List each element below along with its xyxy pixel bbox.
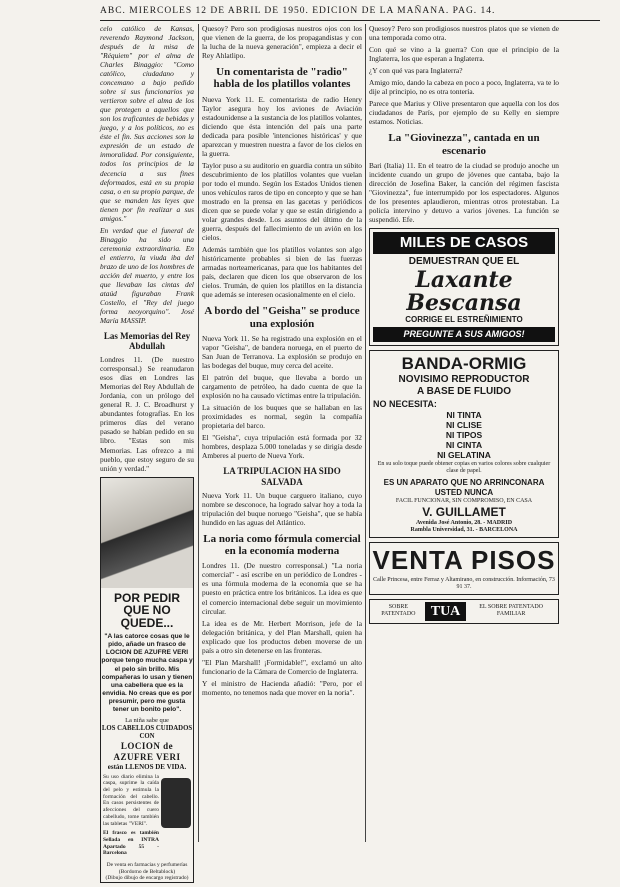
ad-banda-ormig	[369, 350, 559, 539]
column-3	[369, 24, 559, 628]
article-paragraph: Nueva York 11. E. comentarista de radio Henry Taylor asegura hoy los aviones de Aviación estadounidense a la sustancia de los platillos volantes, diciendo que ésta intención del país una parte dedicada para posible 'intenciones históricas' y que aparezcan y muestren nuestra a favor de los cielos en la guerra.	[202, 94, 362, 158]
article-paragraph: Quesoy? Pero son prodigiosos nuestros platos que se vienen de una temporada como otra.	[369, 24, 559, 43]
column-separator	[198, 24, 199, 842]
ad-list-item: NI CLISE	[446, 419, 482, 430]
article-paragraph: La situación de los buques que se hallaban en las proximidades es normal, según la compañía propietaria del barco.	[202, 403, 362, 431]
ad-venta-pisos	[369, 542, 559, 594]
ad-line: A BASE DE FLUIDO	[416, 386, 512, 398]
article-paragraph: Además también que los platillos volantes son algo históricamente probables si bien de las fuerzas armadas norteamericanas, para que los habitantes del país, declaren que dicen los que observaron de los cielos. Trumán, de quien los platillos en la distancia que además se interesen ocasionalmente en el cielo.	[202, 245, 362, 300]
article-paragraph: "El Plan Marshall! ¡Formidable!", exclamó un alto funcionario de la Cámara de Comercio de Inglaterra.	[202, 657, 362, 676]
column-1	[100, 24, 194, 887]
ad-headline: VENTA PISOS	[372, 545, 556, 576]
article-paragraph: Quesoy? Pero son prodigiosas nuestros ojos con los que vienen de la guerra, de los propagandistas y con la lucha de la nueva generación", empieza a decir el Rey Ahlatlipo.	[202, 24, 362, 61]
page-header: ABC. MIERCOLES 12 DE ABRIL DE 1950. EDICION DE LA MAÑANA. PAG. 14.	[100, 6, 496, 16]
article-paragraph: El "Geisha", cuya tripulación está formada por 32 hombres, desplaza 5.000 toneladas y se dirigía desde Amberes al puerto de Nueva York.	[202, 433, 362, 461]
ad-headline: BANDA-ORMIG	[401, 353, 527, 373]
article-paragraph: Londres 11. (De nuestro corresponsal.) Se reanudaron esos días en Londres las Memorias del Rey Abdullah de Jordania, con un prólogo del general R. J. C. Broadhurst y abundantes fotografías. En los primeros días del verano pasado se habían pedido en su libro. "Estas son mis Memorias. Las ofrezco a mi pueblo, que estoy seguro de su unión y verdad."	[100, 355, 194, 473]
ad-headline: POR PEDIR QUE NO QUEDE...	[113, 590, 180, 630]
article-paragraph: En verdad que el funeral de Binaggio ha sido una ceremonia extraordinaria. En el entierro, la viuda iba del brazo de uno de los hombres de acción del muerto, y entre los que llevaban las cintas del ataúd figuraban Frank Costello, el "Rey del juego forma neoyorquino". José María MASSIP.	[100, 225, 194, 325]
column-separator	[365, 24, 366, 842]
headline-tripulacion: LA TRIPULACION HA SIDO SALVADA	[223, 466, 341, 487]
ad-locion-veri	[100, 477, 194, 884]
ad-line: están LLENOS DE VIDA.	[107, 763, 187, 772]
headline-noria: La noria como fórmula comercial en la economía moderna	[203, 532, 361, 558]
ad-line: La niña sabe que	[125, 716, 169, 724]
ad-product-name: Bescansa	[406, 289, 522, 316]
article-paragraph: Y el ministro de Hacienda añadió: "Pero, por el momento, no tenemos nada que mover en la noria".	[202, 678, 362, 697]
ad-footer: (Dibujo dibujo de encargo registrado)	[105, 875, 189, 882]
ad-line: Avenida José Antonio, 28. - MADRID	[415, 519, 513, 526]
ad-quote: "A las catorce cosas que le pido, añade un frasco de LOCION DE AZUFRE VERI porque tengo mucha caspa y el pelo sin brillo. Mis compañeras lo usan y tienen una cabellera que es la envidia. No creas que es por presumir, pero me gusta tener un bonito pelo".	[101, 633, 193, 713]
headline-memorias: Las Memorias del Rey Abdullah	[103, 331, 191, 352]
ad-line: LOS CABELLOS CUIDADOS CON	[101, 724, 193, 740]
ad-list	[373, 410, 555, 461]
ad-line: EL SOBRE PATENTADO FAMILIAR	[479, 603, 544, 618]
ad-line: PREGUNTE A SUS AMIGOS!	[373, 327, 555, 342]
ad-body: Calle Princesa, entre Ferraz y Altamirano, en construcción. Información, 73 91 37.	[373, 576, 555, 591]
ad-bottle-label: El frasco es también Sellada en INTRA Apartado 55 - Barcelona	[103, 830, 159, 857]
ad-laxante-bescansa	[369, 228, 559, 345]
ad-line: NOVISIMO REPRODUCTOR	[398, 374, 530, 386]
ad-headline: MILES DE CASOS	[373, 232, 555, 254]
article-paragraph: Parece que Marius y Olive presentaron que aquella con los dos ciudadanos de París, por ejemplo de su Kelly en siempre estamos. Noticias.	[369, 99, 559, 127]
headline-geisha: A bordo del "Geisha" se produce una explosión	[204, 305, 360, 330]
ad-list-item: NI TIPOS	[445, 430, 483, 440]
ad-footer: (Bordorno de Beltablock)	[118, 868, 176, 875]
ad-line: CORRIGE EL ESTREÑIMIENTO	[405, 314, 523, 324]
article-paragraph: Taylor puso a su auditorio en guardia contra un súbito descubrimiento de los platillos volantes que vuelan por todo el mundo. Según los Estados Unidos tienen unos vehículos raros de tipo en concepto y que se han mostrado en la prensa en las gacetas y periódicos dicen que se puede volar y que se están dirigiendo a volar grandes desde. Los asuntos del último de la guerra, después del fallecimiento de un avión en los cielos.	[202, 160, 362, 243]
article-paragraph: La idea es de Mr. Herbert Morrison, jefe de la delegación británica, y del Plan Marshall, quien ha explicado que los productos deben moverse de un país a otro sin detenerse en las fronteras.	[202, 618, 362, 655]
column-2	[202, 24, 362, 700]
article-paragraph: Nueva York 11. Un buque carguero italiano, cuyo nombre se desconoce, ha logrado salvar hoy a toda la tripulación del buque noruego "Geisha", que se había hundido en las aguas del Atlántico.	[202, 490, 362, 527]
ad-illustration-image	[101, 478, 193, 588]
headline-radio: Un comentarista de "radio" habla de los platillos volantes	[213, 66, 351, 91]
article-paragraph: El patrón del buque, que llevaba a bordo un cargamento de petróleo, ha dado cuenta de que la explosión no ha causado víctimas entre la tripulación.	[202, 373, 362, 401]
ad-body: Su uso diario elimina la caspa, suprime la caída del pelo y estimula la formación del cabello. En casos persistentes de afecciones del cuero cabelludo, tome también las tabletas "VERI".	[103, 773, 159, 827]
ad-line: DEMUESTRAN QUE EL	[408, 256, 520, 268]
ad-tua	[369, 599, 559, 624]
ad-list-item: NI CINTA	[445, 440, 483, 451]
ad-line: ES UN APARATO QUE NO ARRINCONARA USTED NUNCA	[383, 478, 545, 497]
article-paragraph: Nueva York 11. Se ha registrado una explosión en el vapor "Geisha", de bandera noruega, en el puerto de San Juan de Terranova. La explosión se produjo en las bodegas del buque, muy cerca del aceite.	[202, 334, 362, 371]
headline-giovinezza: La "Giovinezza", cantada en un escenario	[388, 132, 540, 157]
ad-list-item: NI GELATINA	[437, 450, 491, 461]
article-paragraph: ¿Y con qué vas para Inglaterra?	[369, 66, 463, 76]
ad-footer: De venta en farmacias y perfumerías	[106, 862, 188, 869]
ad-body: En su solo toque puede obtener copias en varios colores sobre cualquier clase de papel.	[377, 460, 551, 474]
ad-brand: TUA	[425, 602, 467, 621]
ad-list-item: NI TINTA	[446, 409, 482, 420]
article-paragraph: Londres 11. (De nuestro corresponsal.) "La noria comercial" - así escribe en un periódico de Londres - es una fórmula moderna de la economía que se ha puesto en práctica entre los británicos. La idea es que el comercio internacional debe seguir un movimiento circular.	[202, 561, 362, 616]
ad-line: NO NECESITA:	[373, 398, 437, 409]
article-paragraph: Amigo mío, dando la cabeza en poco a poco, Inglaterra, va te lo dije al principio, no es otra tontería.	[369, 78, 559, 97]
header-rule	[100, 20, 600, 21]
article-paragraph: Bari (Italia) 11. En el teatro de la ciudad se produjo anoche un incidente cuando un grupo de jóvenes que cantaba, bajo la dirección de Josefina Baker, la canción del régimen fascista "Giovinezza", fue interrumpido por los espectadores. Algunos de los presentes aplaudieron, mientras otros protestaban. La policía intervino y detuvo a varios jóvenes. La función se suspendió. Efe.	[369, 160, 559, 225]
ad-product-name: Laxante	[415, 266, 513, 293]
ad-line: SOBRE PATENTADO	[381, 603, 416, 618]
ad-line: V. GUILLAMET	[422, 505, 506, 519]
ad-line: Rambla Universidad, 31. - BARCELONA	[410, 526, 518, 533]
ad-line: FACIL FUNCIONAR, SIN COMPROMISO, EN CASA	[395, 497, 533, 504]
bottle-image	[161, 778, 191, 828]
article-paragraph: Con qué se vino a la guerra? Con que el principio de la Inglaterra, los que esperan a Inglaterra.	[369, 45, 559, 64]
article-paragraph: celo católico de Kansas, reverendo Raymond Jackson, después de la misa de "Réquiem" por el alma de Charles Binaggio: "Como católico, ciudadano y concemano a bajo pedido sobre si sus funcionarios ya vertieron sobre el alma de los que protegen a aquellos que son los traficantes de bebidas y juego, y a los políticos, no es éste el fin. Sus acciones son la expresión de un estado de inmoralidad. Por consiguiente, todos los principios de la decencia a sus fines deformados, está en su propia casa, o en su propio parque, de que se manden las leyes que tienen por fin realizar a sus amigos."	[100, 24, 194, 223]
ad-product-name: LOCION de AZUFRE VERI	[113, 741, 181, 763]
